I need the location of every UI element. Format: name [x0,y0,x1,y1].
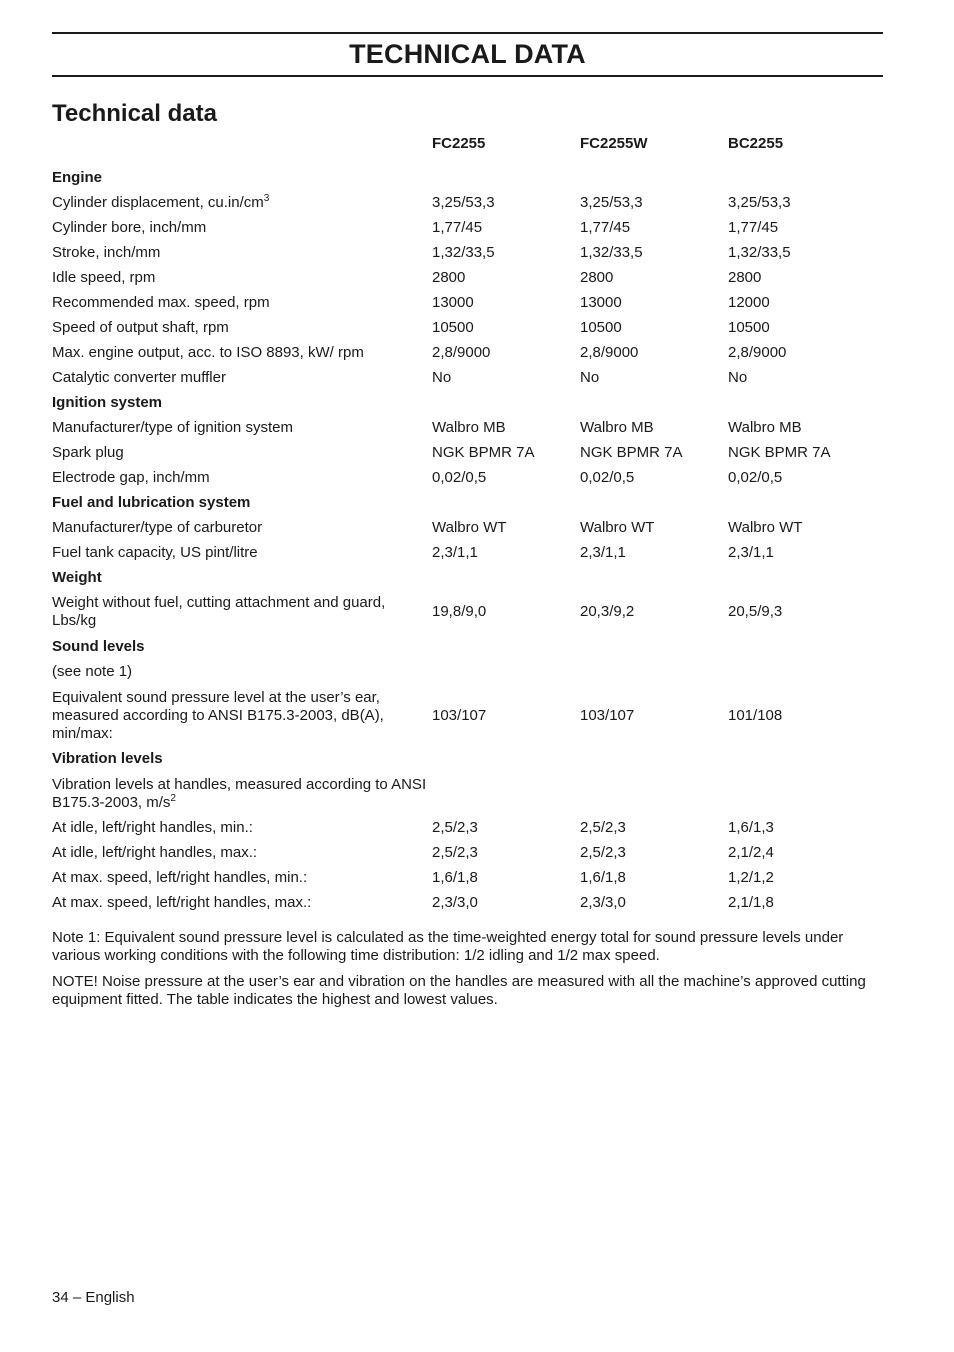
cell-fc2255: 1,32/33,5 [432,244,495,261]
cell-fc2255: 2,5/2,3 [432,819,478,836]
cell-fc2255w: Walbro WT [580,519,655,536]
cell-fc2255w: 1,32/33,5 [580,244,643,261]
cell-fc2255: NGK BPMR 7A [432,444,535,461]
row-label: Spark plug [52,444,124,461]
row-label: Stroke, inch/mm [52,244,161,261]
table-row-engine-output [52,344,883,362]
cell-bc2255: 2,8/9000 [728,344,787,361]
table-row-idle-max [52,844,883,862]
cell-fc2255w: 2,3/3,0 [580,894,626,911]
cell-fc2255w: 2,8/9000 [580,344,639,361]
column-header-fc2255w: FC2255W [580,135,648,152]
page-footer: 34 – English [52,1289,135,1306]
cell-fc2255w: 2,5/2,3 [580,844,626,861]
cell-bc2255: 3,25/53,3 [728,194,791,211]
row-label: Max. engine output, acc. to ISO 8893, kW/ rpm [52,344,364,361]
table-row-ignition-type [52,419,883,437]
cell-fc2255w: 103/107 [580,707,635,724]
cell-bc2255: 0,02/0,5 [728,469,783,486]
cell-bc2255: 20,5/9,3 [728,603,783,620]
cell-fc2255w: No [580,369,600,386]
cell-bc2255: Walbro WT [728,519,803,536]
row-label: Manufacturer/type of carburetor [52,519,263,536]
table-row-displacement [52,194,883,212]
cell-fc2255w: 1,77/45 [580,219,631,236]
table-row-max-speed [52,294,883,312]
cell-fc2255: 10500 [432,319,474,336]
row-label: At max. speed, left/right handles, min.: [52,869,308,886]
cell-fc2255: No [432,369,452,386]
row-label: Recommended max. speed, rpm [52,294,270,311]
table-row-see-note [52,663,883,681]
cell-fc2255w: 0,02/0,5 [580,469,635,486]
cell-fc2255w: 3,25/53,3 [580,194,643,211]
cell-fc2255: 2,8/9000 [432,344,491,361]
column-header-fc2255: FC2255 [432,135,486,152]
group-heading-vibration: Vibration levels [52,750,163,767]
cell-bc2255: NGK BPMR 7A [728,444,831,461]
table-row-max-speed-min [52,869,883,887]
cell-fc2255: Walbro MB [432,419,506,436]
cell-bc2255: 10500 [728,319,770,336]
row-label: At idle, left/right handles, max.: [52,844,258,861]
cell-fc2255w: 20,3/9,2 [580,603,635,620]
row-label: (see note 1) [52,663,133,680]
cell-fc2255w: Walbro MB [580,419,654,436]
note-1: Note 1: Equivalent sound pressure level is calculated as the time-weighted energy total for sound pressure levels under various working conditions with the following time distribution: 1/2 idling and 1/2 max speed. [52,929,844,964]
cell-fc2255: 1,77/45 [432,219,483,236]
superscript: 2 [170,793,176,804]
cell-fc2255w: 2,3/1,1 [580,544,626,561]
cell-bc2255: 2,1/2,4 [728,844,774,861]
cell-fc2255w: 2800 [580,269,614,286]
cell-fc2255: 2,5/2,3 [432,844,478,861]
cell-bc2255: 101/108 [728,707,783,724]
group-heading-weight: Weight [52,569,102,586]
cell-fc2255: 0,02/0,5 [432,469,487,486]
row-label: Catalytic converter muffler [52,369,226,386]
row-label: At idle, left/right handles, min.: [52,819,253,836]
cell-fc2255: 1,6/1,8 [432,869,478,886]
table-row-idle-min [52,819,883,837]
cell-fc2255: 13000 [432,294,474,311]
row-label: Fuel tank capacity, US pint/litre [52,544,258,561]
cell-fc2255w: 2,5/2,3 [580,819,626,836]
row-label: Vibration levels at handles, measured according to ANSI B175.3-2003, m/s [52,776,427,811]
cell-bc2255: 1,2/1,2 [728,869,774,886]
cell-bc2255: No [728,369,748,386]
cell-fc2255w: 13000 [580,294,622,311]
column-header-bc2255: BC2255 [728,135,784,152]
row-label: Electrode gap, inch/mm [52,469,210,486]
cell-fc2255w: NGK BPMR 7A [580,444,683,461]
row-label: Manufacturer/type of ignition system [52,419,293,436]
cell-fc2255: 2,3/1,1 [432,544,478,561]
row-label: Cylinder displacement, cu.in/cm [52,194,264,211]
cell-bc2255: Walbro MB [728,419,802,436]
superscript: 3 [263,193,270,204]
page-header-title: TECHNICAL DATA [349,39,586,69]
table-row-electrode-gap [52,469,883,487]
row-label: At max. speed, left/right handles, max.: [52,894,312,911]
table-row-output-shaft [52,319,883,337]
table-row-bore [52,219,883,237]
cell-bc2255: 2,3/1,1 [728,544,774,561]
cell-bc2255: 2800 [728,269,762,286]
row-label: Speed of output shaft, rpm [52,319,229,336]
group-heading-ignition: Ignition system [52,394,163,411]
table-row-spark-plug [52,444,883,462]
cell-fc2255w: 10500 [580,319,622,336]
group-heading-sound: Sound levels [52,638,145,655]
note-2: NOTE! Noise pressure at the user’s ear and vibration on the handles are measured with all the machine’s approved cutting equipment fitted. The table indicates the highest and lowest values. [52,973,866,1008]
cell-fc2255: 2800 [432,269,466,286]
row-label: Cylinder bore, inch/mm [52,219,207,236]
cell-fc2255w: 1,6/1,8 [580,869,626,886]
cell-fc2255: 103/107 [432,707,487,724]
table-row-fuel-tank [52,544,883,562]
table-row-vibration-intro [52,776,883,812]
table-row-stroke [52,244,883,262]
cell-fc2255: Walbro WT [432,519,507,536]
page-header [52,32,883,77]
group-heading-engine: Engine [52,169,103,186]
cell-fc2255: 2,3/3,0 [432,894,478,911]
row-label: Weight without fuel, cutting attachment and guard, Lbs/kg [52,594,386,629]
table-row-sound-pressure [52,689,883,743]
cell-bc2255: 1,77/45 [728,219,779,236]
table-row-weight [52,594,883,630]
row-label: Equivalent sound pressure level at the user’s ear, measured according to ANSI B175.3-2003, dB(A), min/max: [52,689,384,742]
table-row-max-speed-max [52,894,883,912]
group-heading-fuel: Fuel and lubrication system [52,494,251,511]
section-title: Technical data [52,100,217,127]
cell-fc2255: 19,8/9,0 [432,603,487,620]
row-label: Idle speed, rpm [52,269,156,286]
cell-bc2255: 1,6/1,3 [728,819,774,836]
table-row-idle-speed [52,269,883,287]
cell-bc2255: 12000 [728,294,770,311]
cell-bc2255: 2,1/1,8 [728,894,774,911]
table-row-carburetor [52,519,883,537]
cell-bc2255: 1,32/33,5 [728,244,791,261]
table-row-catalytic [52,369,883,387]
cell-fc2255: 3,25/53,3 [432,194,495,211]
